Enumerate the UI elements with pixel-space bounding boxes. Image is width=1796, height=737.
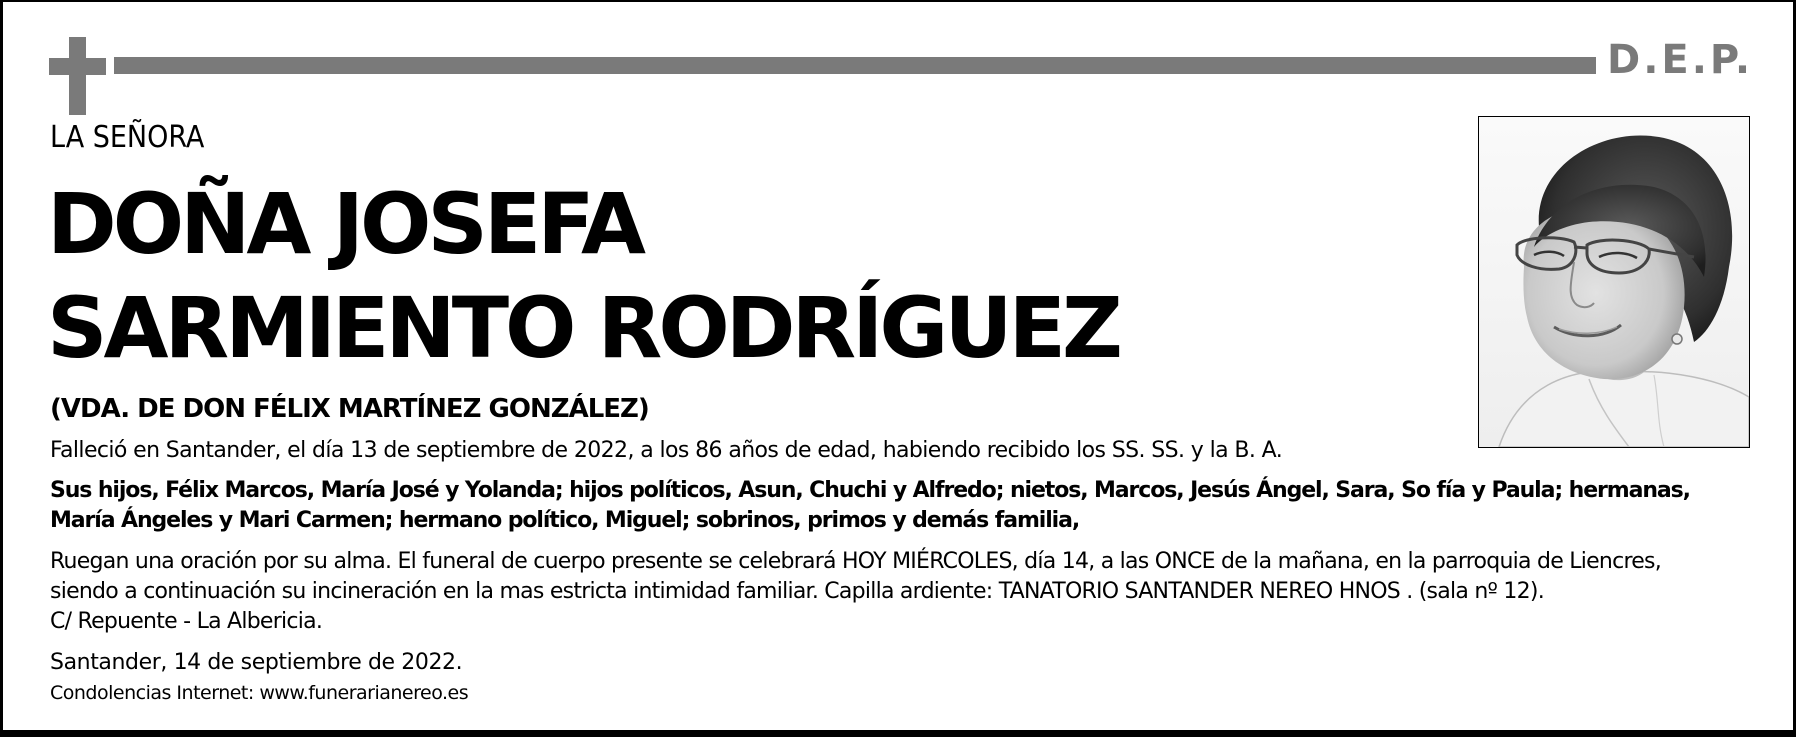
cross-icon [49,37,106,115]
deceased-name-line-1: DOÑA JOSEFA [47,175,642,273]
condolences-link: Condolencias Internet: www.funerarianereo.es [50,682,469,704]
family-list: Sus hijos, Félix Marcos, María José y Yolanda; hijos políticos, Asun, Chuchi y Alfredo; nietos, Marcos, Jesús Ángel, Sara, So fía y Paula; hermanas, María Ángeles y Mari Carmen; hermano político, Miguel; sobrinos, primos y demás familia, [50,478,1690,533]
death-statement: Falleció en Santander, el día 13 de septiembre de 2022, a los 86 años de edad, habiendo recibido los SS. SS. y la B. A. [50,438,1283,463]
place-date: Santander, 14 de septiembre de 2022. [50,650,463,675]
title-prefix: LA SEÑORA [50,120,205,155]
funeral-details-line: C/ Repuente - La Albericia. [50,609,323,634]
funeral-details [50,547,1760,637]
header-divider [114,57,1596,74]
funeral-details-line: Ruegan una oración por su alma. El funeral de cuerpo presente se celebrará HOY MIÉRCOLES, día 14, a las ONCE de la mañana, en la parroquia de Liencres, [50,549,1661,574]
dep-label: D.E.P. [1607,37,1754,83]
widow-of: (VDA. DE DON FÉLIX MARTÍNEZ GONZÁLEZ) [50,394,649,424]
funeral-details-line: siendo a continuación su incineración en la mas estricta intimidad familiar. Capilla ardiente: TANATORIO SANTANDER NEREO HNOS . (sala nº 12). [50,579,1544,604]
deceased-name-line-2: SARMIENTO RODRÍGUEZ [47,279,1119,377]
portrait-photo [1478,116,1750,448]
